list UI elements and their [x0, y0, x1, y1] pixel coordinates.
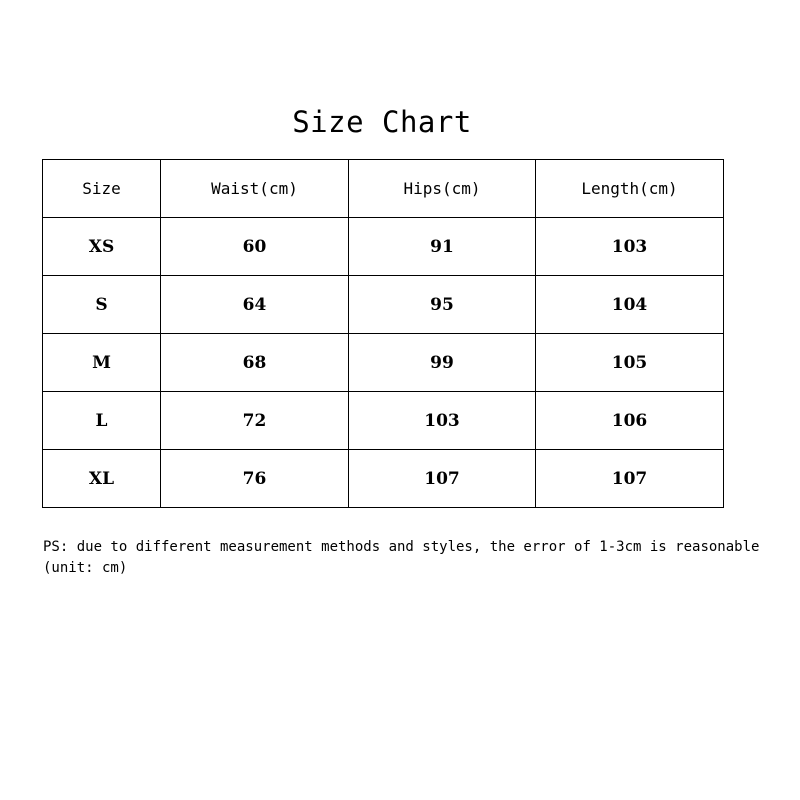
cell-hips: 99: [349, 334, 536, 392]
cell-waist: 72: [161, 392, 349, 450]
cell-waist: 64: [161, 276, 349, 334]
size-chart-table: [42, 159, 724, 508]
cell-length: 107: [536, 450, 724, 508]
measurement-note: PS: due to different measurement methods and styles, the error of 1-3cm is reasonable (unit: cm): [43, 539, 760, 576]
cell-size: XL: [43, 450, 161, 508]
cell-size: L: [43, 392, 161, 450]
table-row: [43, 276, 724, 334]
cell-length: 104: [536, 276, 724, 334]
page-title: Size Chart: [292, 105, 472, 139]
cell-size: XS: [43, 218, 161, 276]
cell-size: S: [43, 276, 161, 334]
cell-length: 106: [536, 392, 724, 450]
table-row: [43, 218, 724, 276]
cell-length: 105: [536, 334, 724, 392]
table-row: [43, 392, 724, 450]
cell-hips: 91: [349, 218, 536, 276]
cell-waist: 76: [161, 450, 349, 508]
cell-hips: 107: [349, 450, 536, 508]
table-row: [43, 450, 724, 508]
cell-hips: 103: [349, 392, 536, 450]
cell-waist: 68: [161, 334, 349, 392]
header-hips: Hips(cm): [349, 160, 536, 218]
cell-hips: 95: [349, 276, 536, 334]
cell-length: 103: [536, 218, 724, 276]
cell-size: M: [43, 334, 161, 392]
table-row: [43, 334, 724, 392]
header-length: Length(cm): [536, 160, 724, 218]
table-header-row: [43, 160, 724, 218]
cell-waist: 60: [161, 218, 349, 276]
header-size: Size: [43, 160, 161, 218]
header-waist: Waist(cm): [161, 160, 349, 218]
